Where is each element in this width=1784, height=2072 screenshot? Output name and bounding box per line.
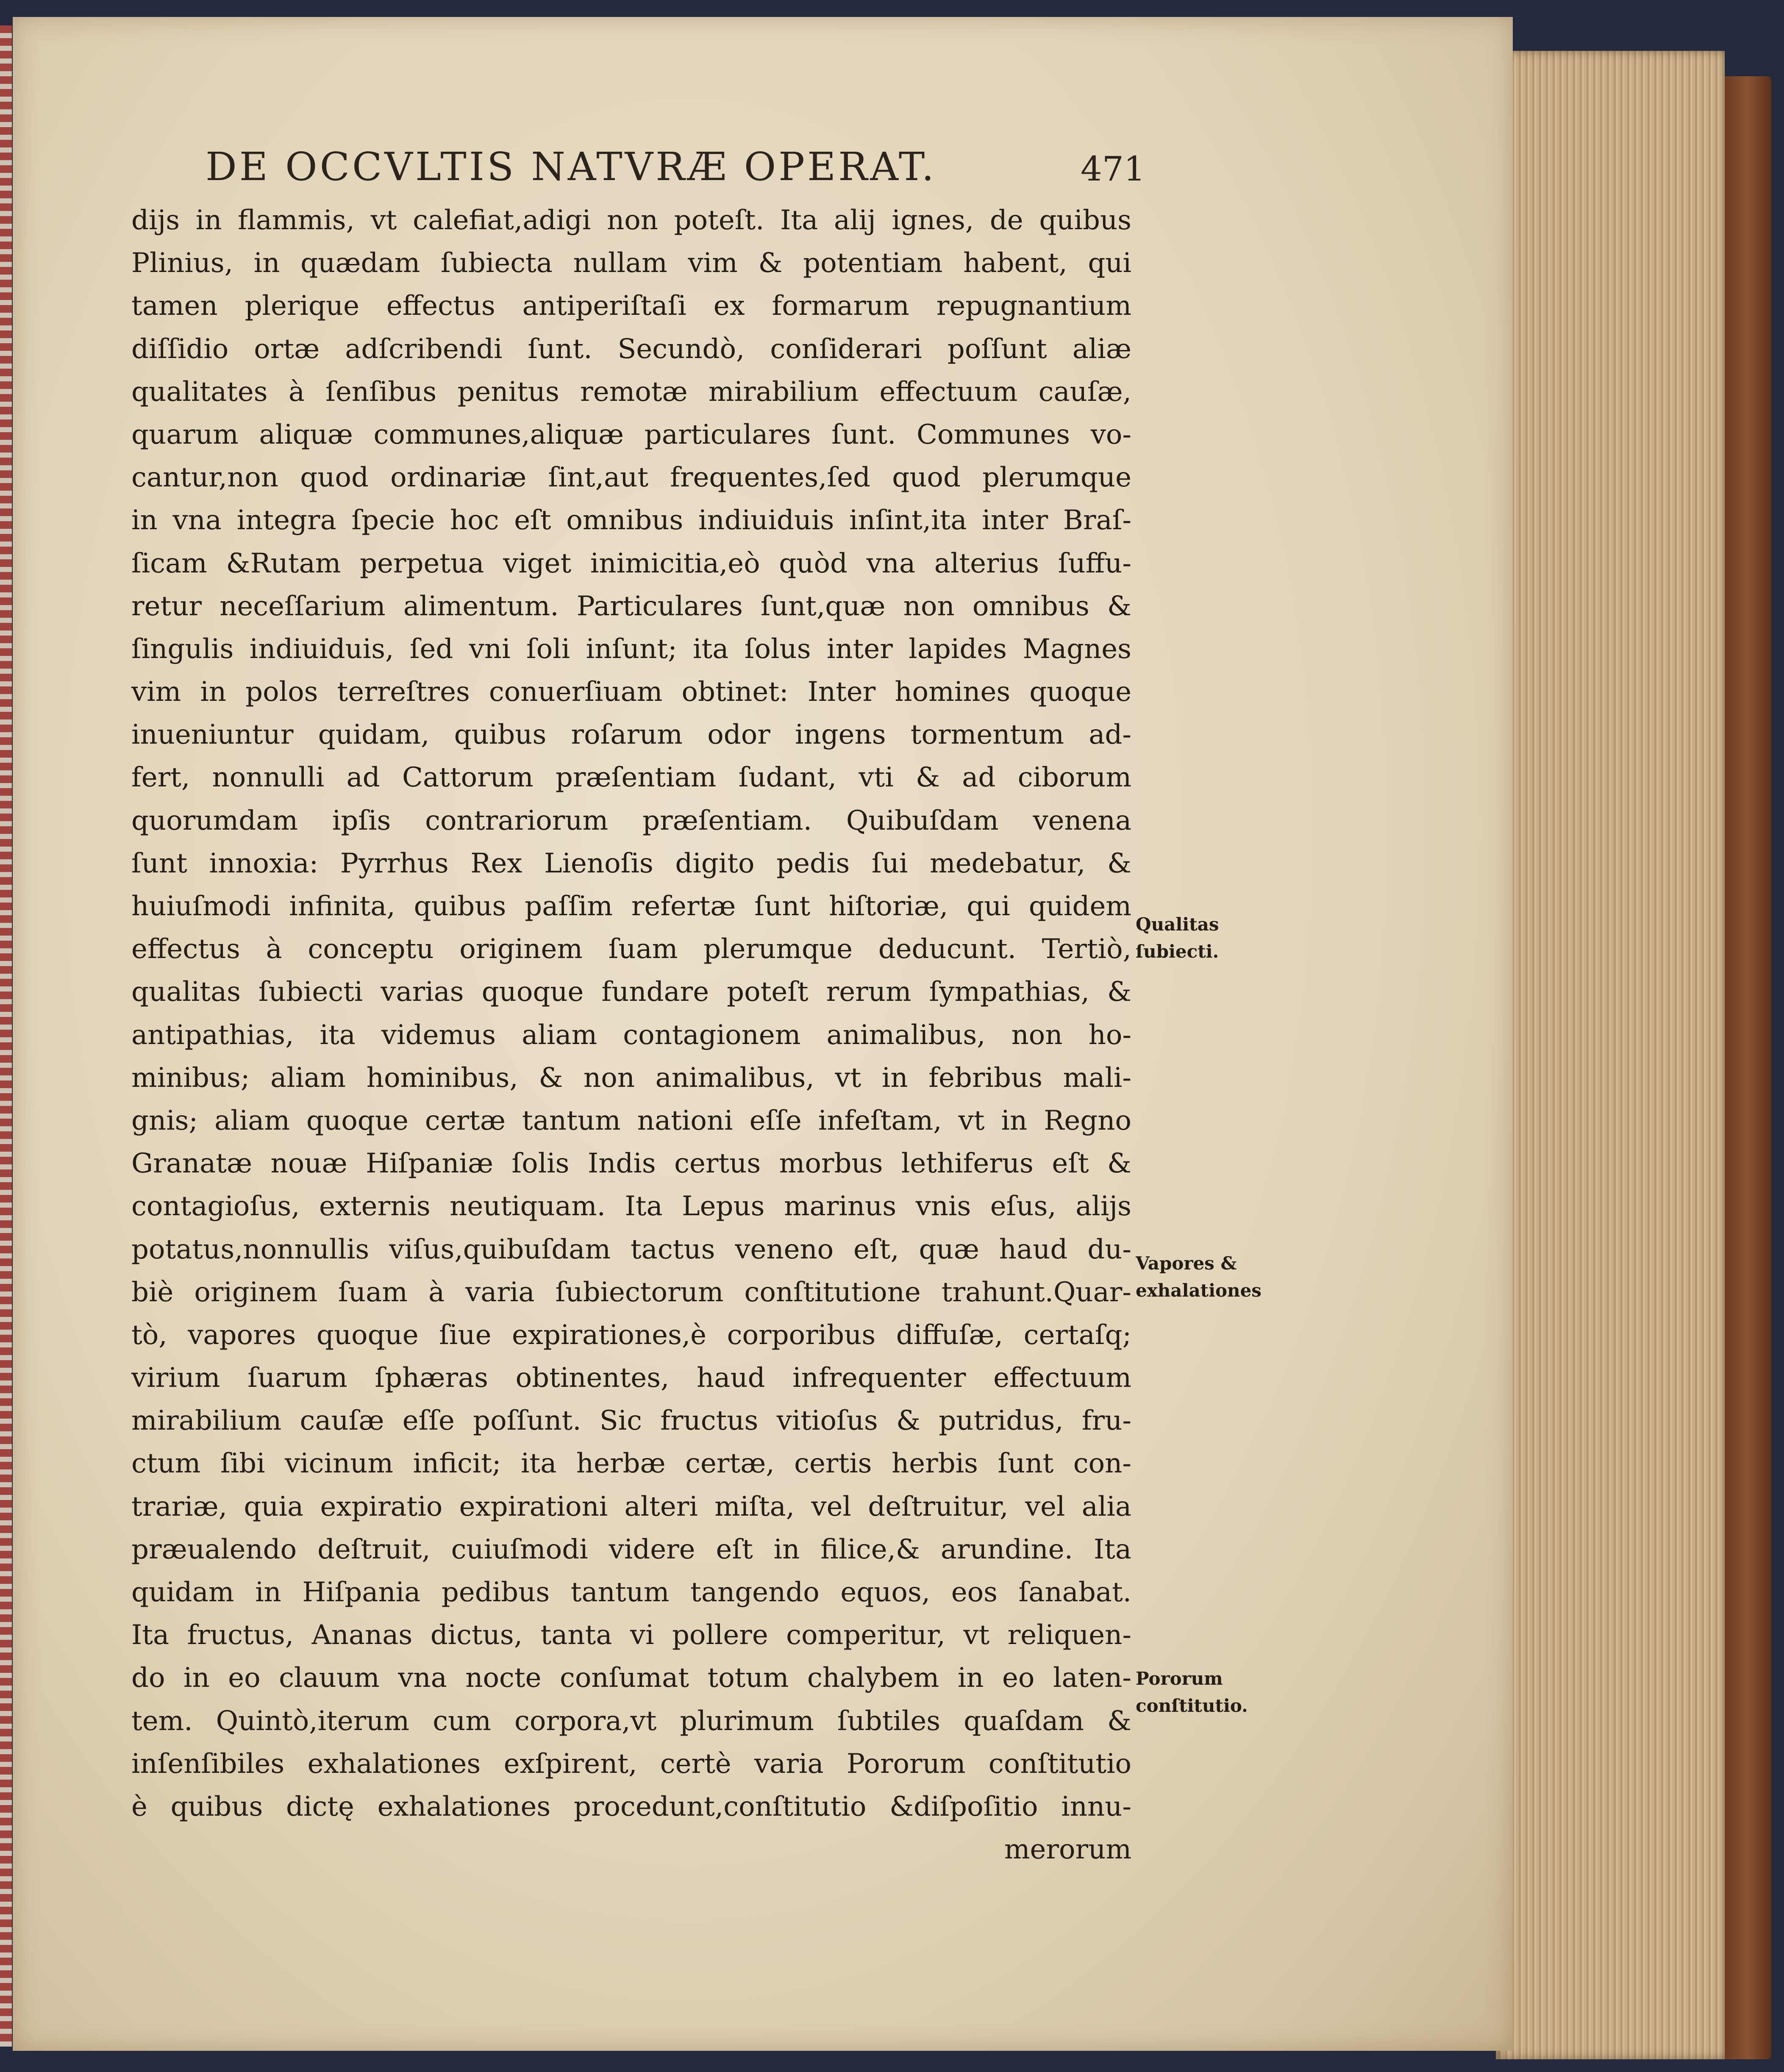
text-line: potatus,nonnullis viſus,quibuſdam tactus veneno eſt, quæ haud du- — [131, 1233, 1131, 1265]
text-line: retur neceſſarium alimentum. Particulares ſunt,quæ non omnibus & — [131, 590, 1131, 622]
text-line: tamen plerique effectus antiperiſtaſi ex formarum repugnantium — [131, 290, 1131, 322]
text-line: tem. Quintò,iterum cum corpora,vt plurimum ſubtiles quaſdam & — [131, 1705, 1131, 1737]
text-line: Ita fructus, Ananas dictus, tanta vi pollere comperitur, vt reliquen- — [131, 1619, 1131, 1651]
text-line: qualitates à ſenſibus penitus remotæ mirabilium effectuum cauſæ, — [131, 376, 1131, 408]
text-line: qualitas ſubiecti varias quoque fundare poteſt rerum ſympathias, & — [131, 976, 1131, 1008]
text-line: antipathias, ita videmus aliam contagionem animalibus, non ho- — [131, 1019, 1131, 1051]
text-line: do in eo clauum vna nocte conſumat totum chalybem in eo laten- — [131, 1662, 1131, 1694]
page-block-fore-edge — [1496, 51, 1725, 2059]
text-line: trariæ, quia expiratio expirationi alteri miſta, vel deſtruitur, vel alia — [131, 1491, 1131, 1522]
text-line: vim in polos terreſtres conuerſiuam obtinet: Inter homines quoque — [131, 676, 1131, 708]
text-line: virium ſuarum ſphæras obtinentes, haud infrequenter effectuum — [131, 1362, 1131, 1394]
text-line: inſenſibiles exhalationes exſpirent, certè varia Pororum conſtitutio — [131, 1748, 1131, 1780]
text-line: ſingulis indiuiduis, ſed vni ſoli inſunt; ita ſolus inter lapides Magnes — [131, 633, 1131, 665]
body-text — [131, 199, 1131, 1871]
leather-cover — [1725, 76, 1771, 2059]
text-line: cantur,non quod ordinariæ ſint,aut frequentes,ſed quod plerumque — [131, 462, 1131, 494]
marginal-line: Qualitas — [1136, 914, 1219, 935]
page-number: 471 — [1081, 149, 1145, 189]
marginal-line: conſtitutio. — [1136, 1695, 1248, 1716]
text-line: fert, nonnulli ad Cattorum præſentiam ſudant, vti & ad ciborum — [131, 762, 1131, 794]
text-line: minibus; aliam hominibus, & non animalibus, vt in febribus mali- — [131, 1062, 1131, 1094]
text-line: inueniuntur quidam, quibus roſarum odor ingens tormentum ad- — [131, 719, 1131, 751]
text-line: Plinius, in quædam ſubiecta nullam vim & potentiam habent, qui — [131, 247, 1131, 279]
text-line: mirabilium cauſæ eſſe poſſunt. Sic fructus vitioſus & putridus, fru- — [131, 1405, 1131, 1437]
text-line: diſſidio ortæ adſcribendi ſunt. Secundò, conſiderari poſſunt aliæ — [131, 333, 1131, 365]
text-line: tò, vapores quoque ſiue expirationes,è corporibus diffuſæ, certaſq; — [131, 1319, 1131, 1351]
text-line: gnis; aliam quoque certæ tantum nationi eſſe infeſtam, vt in Regno — [131, 1105, 1131, 1136]
text-line: biè originem ſuam à varia ſubiectorum conſtitutione trahunt.Quar- — [131, 1276, 1131, 1308]
marginal-note-pororum — [1136, 1665, 1248, 1719]
marginal-line: ſubiecti. — [1136, 941, 1219, 962]
text-line: ſunt innoxia: Pyrrhus Rex Lienoſis digito pedis ſui medebatur, & — [131, 847, 1131, 879]
text-line: quidam in Hiſpania pedibus tantum tangendo equos, eos ſanabat. — [131, 1577, 1131, 1608]
text-line: quorumdam ipſis contrariorum præſentiam. Quibuſdam venena — [131, 805, 1131, 836]
marginal-note-qualitas — [1136, 911, 1219, 965]
catchword: merorum — [1004, 1834, 1131, 1866]
text-line: huiuſmodi infinita, quibus paſſim refertæ ſunt hiſtoriæ, qui quidem — [131, 891, 1131, 922]
text-line: in vna integra ſpecie hoc eſt omnibus indiuiduis inſint,ita inter Braſ- — [131, 505, 1131, 536]
marginal-line: exhalationes — [1136, 1280, 1262, 1301]
text-line: è quibus dictę exhalationes procedunt,conſtitutio &diſpoſitio innu- — [131, 1791, 1131, 1822]
marginal-line: Vapores & — [1136, 1253, 1237, 1274]
text-line: dijs in flammis, vt calefiat,adigi non poteſt. Ita alij ignes, de quibus — [131, 205, 1131, 236]
text-line: ctum ſibi vicinum inficit; ita herbæ certæ, certis herbis ſunt con- — [131, 1448, 1131, 1480]
text-line: effectus à conceptu originem ſuam plerumque deducunt. Tertiò, — [131, 933, 1131, 965]
text-line: præualendo deſtruit, cuiuſmodi videre eſt in filice,& arundine. Ita — [131, 1533, 1131, 1565]
marginal-note-vapores — [1136, 1250, 1262, 1304]
text-line: Granatæ nouæ Hiſpaniæ ſolis Indis certus morbus lethiferus eſt & — [131, 1148, 1131, 1180]
running-title: DE OCCVLTIS NATVRÆ OPERAT. — [206, 144, 936, 189]
text-line: quarum aliquæ communes,aliquæ particulares ſunt. Communes vo- — [131, 419, 1131, 450]
binding-edge — [0, 25, 12, 2047]
marginal-line: Pororum — [1136, 1668, 1223, 1689]
text-line: ſicam &Rutam perpetua viget inimicitia,eò quòd vna alterius ſuffu- — [131, 547, 1131, 579]
text-line: contagioſus, externis neutiquam. Ita Lepus marinus vnis eſus, alijs — [131, 1191, 1131, 1222]
book-page — [13, 17, 1513, 2051]
